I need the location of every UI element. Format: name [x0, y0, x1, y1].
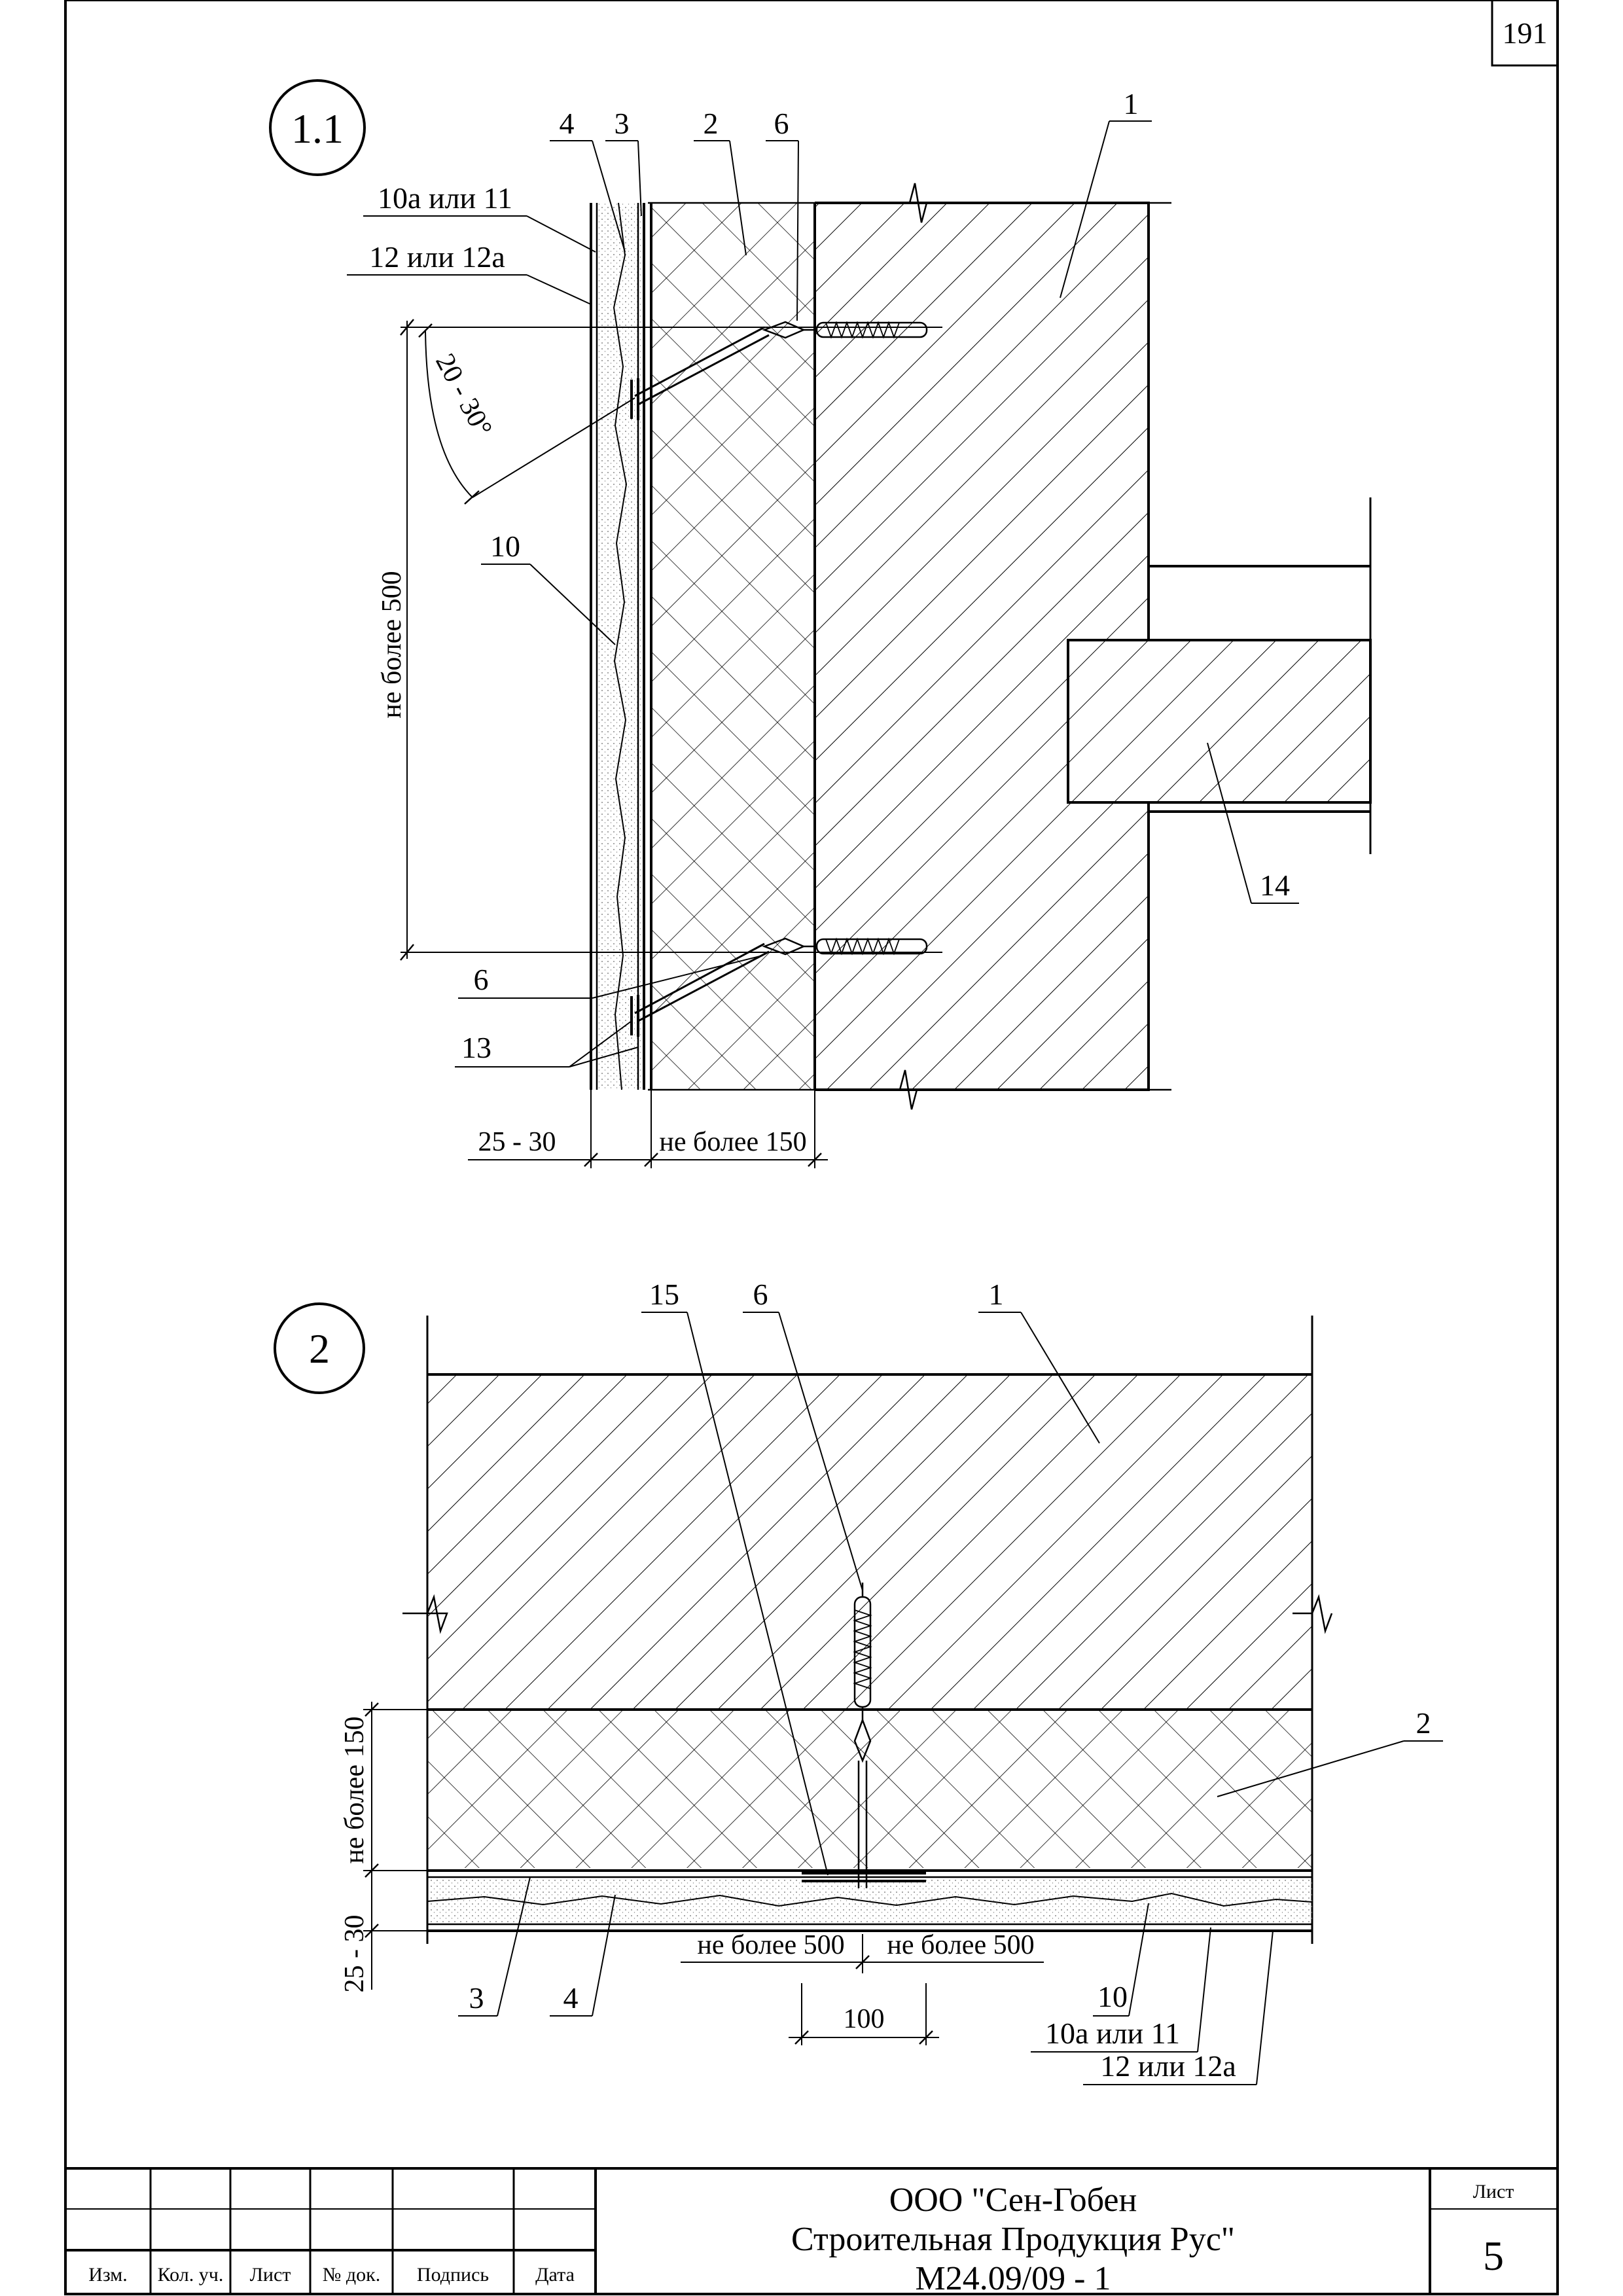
tb-col-podpis: Подпись: [416, 2264, 490, 2286]
callout-14: 14: [1260, 869, 1290, 902]
callout-6-bottom: 6: [473, 963, 489, 996]
page-number: 191: [1502, 16, 1548, 50]
callout-2-12-or-12a: 12 или 12а: [1100, 2049, 1236, 2083]
tb-document-code: М24.09/09 - 1: [915, 2260, 1111, 2296]
dim-spacing-right-text: не более 500: [887, 1930, 1035, 1960]
callout-2: 2: [703, 107, 719, 140]
callout-2-4: 4: [563, 1981, 579, 2015]
callout-2-3: 3: [469, 1981, 484, 2015]
tb-sheet-number: 5: [1483, 2233, 1504, 2279]
callout-2-10a-or-11: 10а или 11: [1045, 2017, 1180, 2050]
callout-12-or-12a: 12 или 12а: [369, 240, 505, 274]
plaster-layers: [591, 203, 644, 1090]
dim-plaster-text: 25 - 30: [478, 1127, 556, 1157]
dim-spacing-left-text: не более 500: [697, 1930, 845, 1960]
callout-2-10: 10: [1097, 1980, 1128, 2013]
callout-2-15: 15: [649, 1278, 679, 1311]
plaster-layers-2: [427, 1871, 1312, 1931]
dim-vertical-2: [340, 1702, 427, 1993]
title-block: [65, 2168, 1558, 2296]
dim-plaster-2-text: 25 - 30: [340, 1914, 370, 1993]
dim-horizontal-2: [681, 1930, 1044, 2045]
tb-col-data: Дата: [535, 2264, 575, 2286]
callout-10: 10: [490, 529, 520, 563]
callout-10a-or-11: 10а или 11: [378, 181, 512, 215]
detail-2: [275, 1278, 1443, 2085]
tb-col-izm: Изм.: [88, 2264, 128, 2286]
detail-1-1-title: [270, 81, 365, 175]
tb-col-kol-uch: Кол. уч.: [157, 2264, 224, 2286]
detail-2-title-text: 2: [309, 1325, 330, 1372]
tb-col-n-dok: № док.: [322, 2264, 381, 2286]
tb-company-line2: Строительная Продукция Рус": [791, 2221, 1236, 2258]
detail-2-title: [275, 1304, 364, 1393]
tb-sheet-label: Лист: [1472, 2181, 1514, 2202]
callout-6-top: 6: [774, 107, 789, 140]
detail-1-1-title-text: 1.1: [291, 105, 344, 152]
callout-2-2: 2: [1416, 1706, 1431, 1740]
callout-2-6: 6: [753, 1278, 768, 1311]
insulation-layer-2: [427, 1710, 1312, 1868]
dim-angle-text: 20 - 30°: [429, 349, 498, 442]
tb-company-line1: ООО "Сен-Гобен: [889, 2181, 1137, 2219]
dim-washer-text: 100: [843, 2004, 885, 2034]
callout-2-1: 1: [988, 1278, 1004, 1311]
dim-insulation-2-text: не более 150: [340, 1716, 370, 1864]
callout-1: 1: [1123, 87, 1139, 120]
dim-horizontal-1-1: [468, 1090, 828, 1168]
callout-13: 13: [461, 1031, 491, 1064]
dim-spacing-text: не более 500: [377, 571, 407, 719]
detail-1-1: [270, 81, 1370, 1168]
tb-col-list: Лист: [249, 2264, 291, 2286]
callout-3: 3: [614, 107, 630, 140]
callout-4: 4: [559, 107, 575, 140]
dim-insulation-text: не более 150: [659, 1127, 807, 1157]
